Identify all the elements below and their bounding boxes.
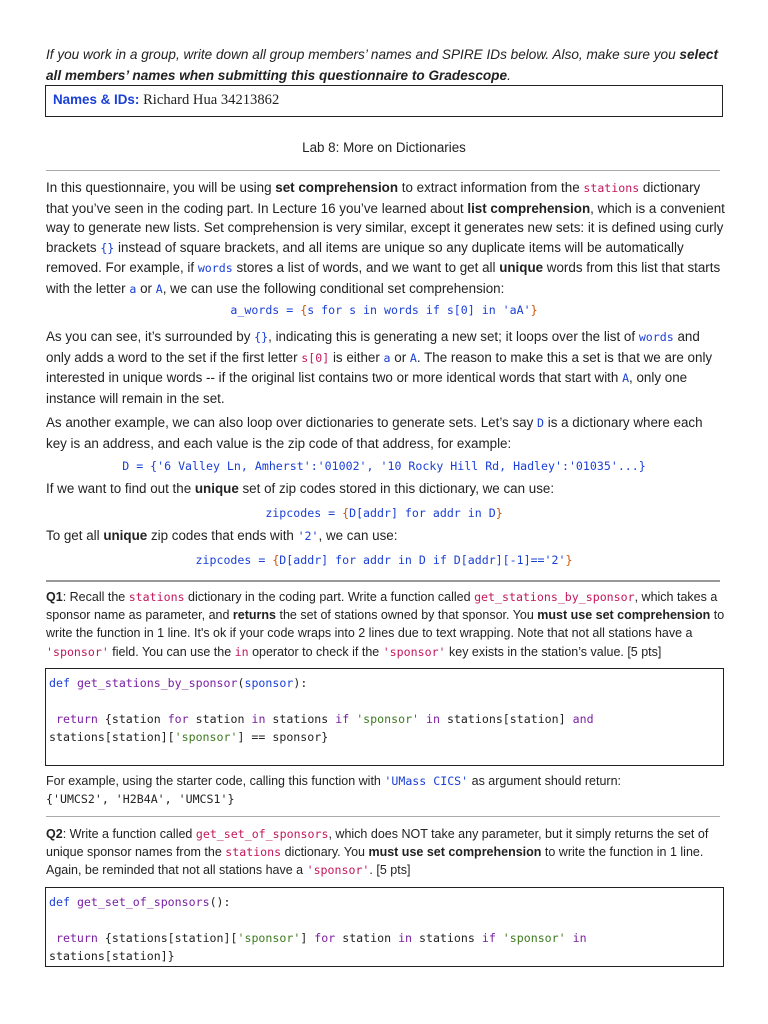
code-string: 'sponsor' (174, 730, 238, 744)
text: . The reason to make this a set is that we are only interested in unique words -- if the original list contains two or more identical words that start with (46, 349, 713, 386)
code-param: sponsor (244, 676, 294, 690)
code-keyword: def (49, 676, 70, 690)
code-brace: { (342, 506, 350, 520)
inline-code: words (197, 261, 233, 276)
code-example-dictionary: D = {'6 Valley Ln, Amherst':'01002', '10 Rocky Hill Rd, Hadley':'01035'...} (122, 459, 646, 473)
text: In this questionnaire, you will be using (46, 180, 276, 195)
text: dictionary that you’ve seen in the coding part. In Lecture 16 you’ve learned about (46, 180, 701, 216)
code-function-name: get_set_of_sponsors (76, 895, 210, 909)
code-text: zipcodes = (195, 553, 273, 567)
text: to write the function in 1 line. It's ok if your code wraps into 2 lines due to text wrapping. Note that not all stations have a (46, 608, 725, 641)
expected-result: {'UMCS2', 'H2B4A', 'UMCS1'} (46, 792, 235, 807)
code-function-name: get_stations_by_sponsor (76, 676, 238, 690)
code-example-zipcodes-filter (0, 553, 768, 567)
text: set of zip codes stored in this dictionary, we can use: (238, 481, 555, 496)
code-example-a-words (0, 303, 768, 317)
code-line (49, 674, 720, 692)
code-line (49, 929, 720, 947)
bold-term: must use set comprehension (368, 845, 542, 860)
code-keyword: and (572, 712, 594, 726)
code-keyword: if (335, 712, 350, 726)
code-line (49, 728, 720, 746)
code-line (49, 947, 720, 965)
text: To get all (46, 528, 104, 543)
code-text: stations[station][ (49, 730, 175, 744)
code-text: stations (412, 931, 482, 945)
question-2 (46, 825, 726, 880)
code-brace: { (300, 303, 308, 317)
text: , which takes a sponsor name as parameter, and (46, 590, 718, 623)
code-text: stations[station] (439, 712, 573, 726)
text: As you can see, it’s surrounded by (46, 329, 255, 344)
bold-term: returns (232, 608, 276, 623)
code-text: ] (300, 931, 315, 945)
code-keyword: for (167, 712, 189, 726)
code-keyword: in (398, 931, 413, 945)
text: as argument should return: (468, 774, 622, 788)
text: , we can use the following conditional set comprehension: (162, 280, 505, 296)
bold-term: unique (103, 528, 148, 543)
inline-code: a (129, 281, 137, 296)
code-text: stations (265, 712, 336, 726)
code-text: stations[station]} (49, 949, 175, 963)
text: or (390, 349, 410, 365)
code-text: a_words = (230, 303, 301, 317)
text: words from this list that starts with the letter (46, 260, 721, 296)
text: As another example, we can also loop over dictionaries to generate sets. Let’s say (46, 415, 538, 430)
text: dictionary in the coding part. Write a function called (184, 590, 475, 604)
inline-code: {} (100, 240, 115, 255)
code-keyword: return (55, 931, 98, 945)
q1-answer-box[interactable] (45, 668, 724, 766)
code-text: (): (209, 895, 231, 909)
text: to write the function in 1 line. Again, be reminded that not all stations have a (46, 845, 704, 878)
lab-title: Lab 8: More on Dictionaries (302, 140, 466, 155)
code-brace: { (272, 553, 280, 567)
text: field. You can use the (108, 644, 235, 659)
explanation-paragraph (46, 327, 726, 408)
text: , only one instance will remain in the set. (46, 370, 688, 406)
text: and only adds a word to the set if the first letter (46, 329, 700, 365)
inline-code: 'sponsor' (46, 644, 109, 659)
code-keyword: def (49, 895, 70, 909)
code-text: ( (237, 676, 245, 690)
text: zip codes that ends with (147, 528, 298, 543)
bold-term: list comprehension (467, 200, 591, 216)
code-line (49, 710, 720, 728)
dictionary-example-paragraph (46, 413, 726, 453)
code-brace: } (495, 506, 503, 520)
inline-code: stations (583, 181, 640, 195)
code-text: station (335, 931, 399, 945)
code-string: 'sponsor' (237, 931, 301, 945)
bold-term: unique (194, 481, 239, 496)
code-text: zipcodes = (265, 506, 343, 520)
code-brace: } (565, 553, 573, 567)
divider (46, 170, 720, 171)
code-text: {station (97, 712, 168, 726)
text: , which is a convenient way to generate new lists. Set comprehension is very similar, except it generates new sets: it is defined using curly brackets (46, 200, 725, 255)
code-text: {stations[station][ (97, 931, 238, 945)
text: If we want to find out the (46, 481, 195, 496)
code-example-zipcodes (0, 506, 768, 520)
names-ids-label: Names & IDs: (53, 92, 140, 107)
inline-code: get_stations_by_sponsor (474, 590, 635, 604)
intro-text: . (507, 68, 511, 83)
intro-bold: select all (46, 47, 718, 83)
code-string: 'sponsor' (502, 931, 566, 945)
inline-code: 'sponsor' (306, 863, 370, 878)
inline-code: get_set_of_sponsors (195, 827, 329, 841)
code-keyword: for (314, 931, 336, 945)
inline-code: A (155, 281, 163, 296)
text: to extract information from the (398, 180, 584, 195)
code-text (419, 712, 426, 726)
text: or (136, 280, 156, 296)
text: : Recall the (62, 590, 129, 604)
text: , which does NOT take any parameter, but it simply returns the set of unique sponsor names from the (46, 827, 709, 860)
inline-code: '2' (297, 529, 319, 543)
bold-term: set comprehension (275, 180, 399, 195)
code-brace: } (530, 303, 538, 317)
text: the set of stations owned by that sponsor. You (276, 608, 538, 623)
text: : Write a function called (62, 827, 196, 841)
inline-code: {} (254, 330, 269, 344)
code-text: station (188, 712, 252, 726)
code-line-blank (49, 911, 720, 929)
code-line (49, 893, 720, 911)
divider (46, 580, 720, 582)
question-1 (46, 588, 726, 661)
q1-example (46, 772, 726, 808)
intro-bold: members’ names when submitting this questionnaire to Gradescope (64, 68, 508, 83)
code-text: ] == sponsor} (237, 730, 329, 744)
inline-code: A (622, 371, 630, 386)
names-ids-field[interactable] (45, 85, 723, 117)
inline-code: D (537, 416, 545, 430)
inline-code: stations (225, 845, 282, 860)
question-label: Q1 (46, 590, 63, 604)
code-text: ): (293, 676, 308, 690)
inline-code: A (409, 350, 417, 365)
text: key exists in the station’s value. [5 pts] (445, 644, 662, 659)
code-keyword: in (426, 712, 440, 726)
text: , we can use: (318, 528, 398, 543)
text: dictionary. You (281, 845, 369, 860)
group-instructions (46, 44, 726, 86)
text: . [5 pts] (369, 863, 411, 878)
intro-paragraph (46, 178, 726, 300)
code-text (496, 931, 503, 945)
text: stores a list of words, and we want to get all (232, 260, 500, 276)
bold-term: unique (499, 260, 544, 276)
text: , indicating this is generating a new set; it loops over the list of (268, 329, 639, 344)
code-text: D[addr] for addr in D (349, 506, 496, 520)
code-text (566, 931, 573, 945)
code-text: s for s in words if s[0] in 'aA' (307, 303, 531, 317)
zipcodes-ending-paragraph (46, 526, 726, 547)
code-keyword: return (55, 712, 98, 726)
code-keyword: in (251, 712, 266, 726)
text: instead of square brackets, and all items are unique so any duplicate items will be automatically removed. For example, if (46, 239, 684, 276)
inline-code: in (234, 644, 249, 659)
text: For example, using the starter code, calling this function with (46, 774, 385, 788)
code-text: D[addr] for addr in D if D[addr][-1]=='2' (279, 553, 566, 567)
text: is a dictionary where each key is an address, and each value is the zip code of that address, for example: (46, 415, 703, 451)
inline-code: s[0] (301, 350, 330, 365)
divider (46, 816, 720, 817)
q2-answer-box[interactable] (45, 887, 724, 967)
text: is either (329, 349, 384, 365)
code-string: 'sponsor' (356, 712, 420, 726)
zipcodes-paragraph (46, 479, 726, 499)
code-keyword: if (481, 931, 496, 945)
intro-text: If you work in a group, write down all group members’ names and SPIRE IDs below. Also, make sure you (46, 47, 680, 62)
bold-term: must use set comprehension (537, 608, 711, 623)
inline-code: 'UMass CICS' (384, 774, 469, 788)
inline-code: stations (128, 590, 185, 604)
inline-code: a (383, 350, 391, 365)
question-label: Q2 (46, 827, 63, 841)
inline-code: 'sponsor' (382, 644, 446, 659)
code-keyword: in (572, 931, 587, 945)
names-ids-value[interactable]: Richard Hua 34213862 (143, 92, 280, 108)
text: operator to check if the (248, 644, 383, 659)
inline-code: words (638, 330, 674, 344)
code-line-blank (49, 692, 720, 710)
